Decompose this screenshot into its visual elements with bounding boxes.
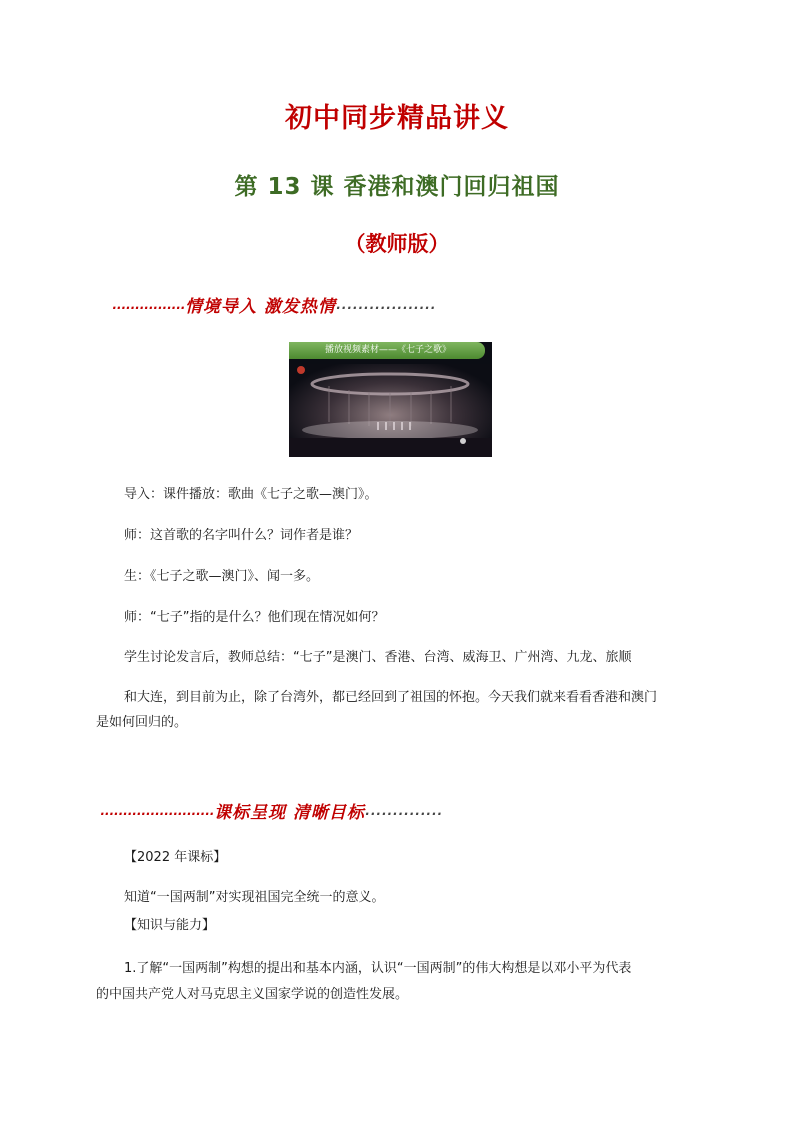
ability-item-1-line-2: 的中国共产党人对马克思主义国家学说的创造性发展。	[96, 987, 409, 1002]
lesson-title: 第 13 课 香港和澳门回归祖国	[234, 174, 560, 200]
dotted-leader: ················	[112, 301, 185, 315]
dotted-trailer: ··············	[364, 807, 443, 821]
paragraph-summary-line-2: 和大连，到目前为止，除了台湾外，都已经回到了祖国的怀抱。今天我们就来看看香港和澳门	[124, 690, 658, 705]
dotted-trailer: ··················	[335, 301, 436, 315]
section-heading-intro	[112, 292, 436, 317]
paragraph-teacher-question-2: 师：“七子”指的是什么？他们现在情况如何？	[124, 610, 385, 625]
ability-item-1-line-1: 1.了解“一国两制”构想的提出和基本内涵，认识“一国两制”的伟大构想是以邓小平为代表	[124, 961, 632, 976]
section-title-intro: 情境导入 激发热情	[184, 297, 336, 317]
stage-image	[289, 364, 492, 457]
paragraph-intro: 导入：课件播放：歌曲《七子之歌—澳门》。	[124, 487, 378, 502]
section-heading-standards	[100, 798, 443, 823]
paragraph-teacher-question-1: 师：这首歌的名字叫什么？词作者是谁？	[124, 528, 359, 543]
document-title: 初中同步精品讲义	[285, 103, 509, 134]
paragraph-summary-line-3: 是如何回归的。	[96, 715, 188, 730]
section-title-standards: 课标呈现 清晰目标	[213, 803, 365, 823]
ability-heading: 【知识与能力】	[124, 918, 216, 933]
dotted-leader: ·························	[100, 807, 214, 821]
concert-stage-graphic	[289, 364, 492, 457]
video-caption-bar: 播放视频素材——《七子之歌》	[289, 342, 485, 359]
edition-label: （教师版）	[344, 232, 450, 256]
video-thumbnail[interactable]	[289, 342, 492, 457]
standard-heading: 【2022 年课标】	[124, 850, 227, 865]
standard-text: 知道“一国两制”对实现祖国完全统一的意义。	[124, 890, 385, 905]
paragraph-student-answer: 生：《七子之歌—澳门》、闻一多。	[124, 569, 320, 584]
paragraph-summary-line-1: 学生讨论发言后，教师总结：“七子”是澳门、香港、台湾、威海卫、广州湾、九龙、旅顺	[124, 650, 632, 665]
